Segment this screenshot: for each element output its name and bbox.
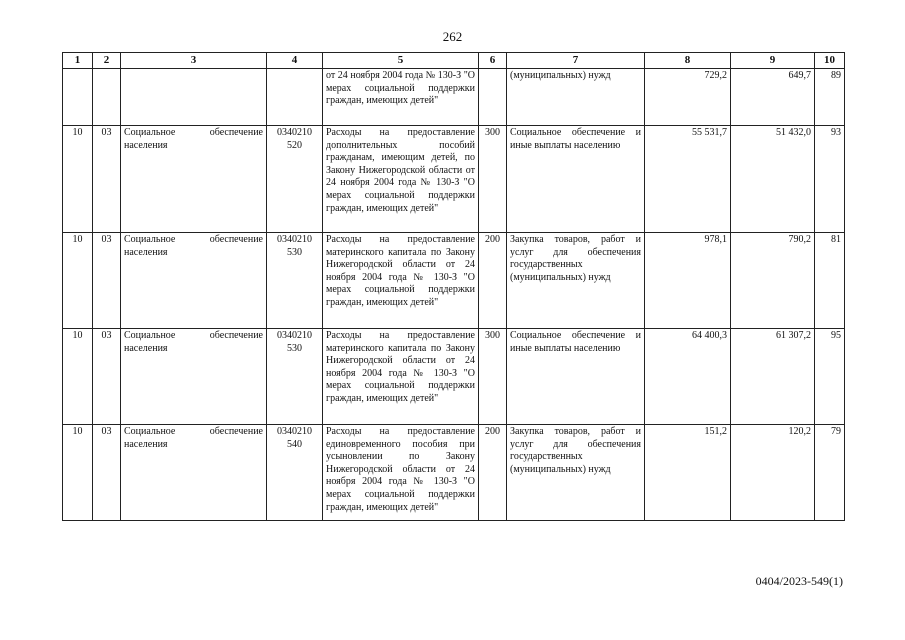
table-row bbox=[63, 126, 845, 233]
execution-percent: 79 bbox=[815, 425, 845, 521]
actual-amount: 51 432,0 bbox=[731, 126, 815, 233]
target-article-code bbox=[267, 69, 323, 126]
actual-amount: 790,2 bbox=[731, 233, 815, 329]
subsection-code: 03 bbox=[93, 126, 121, 233]
planned-amount: 151,2 bbox=[645, 425, 731, 521]
subsection-code: 03 bbox=[93, 425, 121, 521]
header-row bbox=[63, 53, 845, 69]
expense-type-code: 300 bbox=[479, 126, 507, 233]
actual-amount: 120,2 bbox=[731, 425, 815, 521]
execution-percent: 89 bbox=[815, 69, 845, 126]
expense-type-code: 300 bbox=[479, 329, 507, 425]
column-header: 1 bbox=[63, 53, 93, 69]
execution-percent: 93 bbox=[815, 126, 845, 233]
target-article-code: 0340210 540 bbox=[267, 425, 323, 521]
column-header: 2 bbox=[93, 53, 121, 69]
section-code: 10 bbox=[63, 329, 93, 425]
subsection-code: 03 bbox=[93, 329, 121, 425]
planned-amount: 64 400,3 bbox=[645, 329, 731, 425]
expense-type-name: Закупка товаров, работ и услуг для обеспечения государственных (муниципальных) нужд bbox=[507, 425, 645, 521]
section-code: 10 bbox=[63, 126, 93, 233]
expense-description: Расходы на предоставление материнского капитала по Закону Нижегородской области от 24 ноября 2004 года № 130-З "О мерах социальной поддержки граждан, имеющих детей" bbox=[323, 233, 479, 329]
target-article-code: 0340210 530 bbox=[267, 329, 323, 425]
subsection-code: 03 bbox=[93, 233, 121, 329]
target-article-code: 0340210 530 bbox=[267, 233, 323, 329]
column-header: 8 bbox=[645, 53, 731, 69]
expense-description: Расходы на предоставление единовременного пособия при усыновлении по Закону Нижегородской области от 24 ноября 2004 года № 130-З "О мерах социальной поддержки граждан, имеющих детей" bbox=[323, 425, 479, 521]
column-header: 5 bbox=[323, 53, 479, 69]
table-row bbox=[63, 425, 845, 521]
subsection-code bbox=[93, 69, 121, 126]
expense-type-code: 200 bbox=[479, 425, 507, 521]
execution-percent: 81 bbox=[815, 233, 845, 329]
column-header: 4 bbox=[267, 53, 323, 69]
expense-type-name: (муниципальных) нужд bbox=[507, 69, 645, 126]
section-name: Социальное обеспечение населения bbox=[121, 126, 267, 233]
table-row bbox=[63, 69, 845, 126]
section-name: Социальное обеспечение населения bbox=[121, 425, 267, 521]
expense-type-name: Закупка товаров, работ и услуг для обеспечения государственных (муниципальных) нужд bbox=[507, 233, 645, 329]
page-number: 262 bbox=[442, 29, 463, 44]
expense-description: Расходы на предоставление дополнительных пособий гражданам, имеющим детей, по Закону Нижегородской области от 24 ноября 2004 года № 130-З "О мерах социальной поддержки граждан, имеющих детей" bbox=[323, 126, 479, 233]
expense-description: Расходы на предоставление материнского капитала по Закону Нижегородской области от 24 ноября 2004 года № 130-З "О мерах социальной поддержки граждан, имеющих детей" bbox=[323, 329, 479, 425]
column-header: 6 bbox=[479, 53, 507, 69]
document-code: 0404/2023-549(1) bbox=[755, 574, 843, 588]
section-code: 10 bbox=[63, 425, 93, 521]
column-header: 7 bbox=[507, 53, 645, 69]
actual-amount: 61 307,2 bbox=[731, 329, 815, 425]
execution-percent: 95 bbox=[815, 329, 845, 425]
column-header: 3 bbox=[121, 53, 267, 69]
section-name bbox=[121, 69, 267, 126]
expense-type-name: Социальное обеспечение и иные выплаты населению bbox=[507, 126, 645, 233]
planned-amount: 729,2 bbox=[645, 69, 731, 126]
expense-type-name: Социальное обеспечение и иные выплаты населению bbox=[507, 329, 645, 425]
column-header: 9 bbox=[731, 53, 815, 69]
section-name: Социальное обеспечение населения bbox=[121, 329, 267, 425]
section-code bbox=[63, 69, 93, 126]
column-header: 10 bbox=[815, 53, 845, 69]
section-code: 10 bbox=[63, 233, 93, 329]
table-row bbox=[63, 233, 845, 329]
table-row bbox=[63, 329, 845, 425]
target-article-code: 0340210 520 bbox=[267, 126, 323, 233]
planned-amount: 55 531,7 bbox=[645, 126, 731, 233]
budget-table bbox=[62, 52, 845, 521]
planned-amount: 978,1 bbox=[645, 233, 731, 329]
actual-amount: 649,7 bbox=[731, 69, 815, 126]
expense-type-code bbox=[479, 69, 507, 126]
section-name: Социальное обеспечение населения bbox=[121, 233, 267, 329]
expense-type-code: 200 bbox=[479, 233, 507, 329]
expense-description: от 24 ноября 2004 года № 130-З "О мерах социальной поддержки граждан, имеющих детей" bbox=[323, 69, 479, 126]
